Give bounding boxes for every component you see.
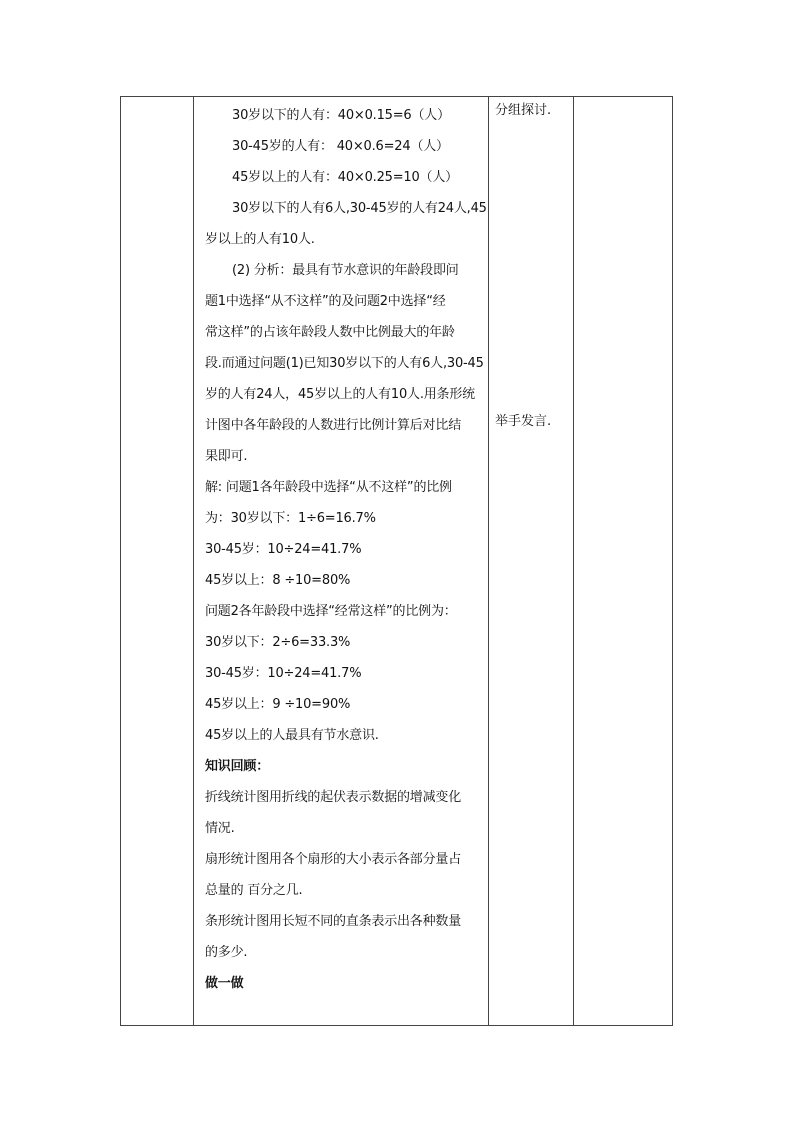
activity-note-raise-hand: 举手发言. — [495, 414, 552, 429]
content-line: 常这样”的占该年龄段人数中比例最大的年龄 — [205, 325, 455, 340]
content-line: 情况. — [205, 821, 235, 836]
content-line: 条形统计图用长短不同的直条表示出各种数量 — [205, 914, 462, 929]
content-line: 30-45岁：10÷24=41.7% — [205, 666, 362, 681]
column-divider — [193, 97, 194, 1025]
teaching-content-cell — [200, 97, 486, 1025]
content-line: 做一做 — [205, 976, 244, 991]
content-line: 果即可. — [205, 449, 248, 464]
activity-note-group-discussion: 分组探讨. — [495, 103, 552, 118]
lesson-table — [120, 96, 673, 1026]
content-line: 段.而通过问题(1)已知30岁以下的人有6人,30-45 — [205, 356, 484, 371]
content-line: 问题2各年龄段中选择“经常这样”的比例为： — [205, 604, 457, 619]
content-line: 45岁以上：9 ÷10=90% — [205, 697, 351, 712]
column-divider — [573, 97, 574, 1025]
content-line: 知识回顾： — [205, 759, 270, 774]
content-line: 为：30岁以下：1÷6=16.7% — [205, 511, 376, 526]
content-line: 解: 问题1各年龄段中选择“从不这样”的比例 — [205, 480, 452, 495]
content-line: 计图中各年龄段的人数进行比例计算后对比结 — [205, 418, 462, 433]
content-line: 题1中选择“从不这样”的及问题2中选择“经 — [205, 294, 446, 309]
student-activity-cell — [489, 97, 573, 1025]
content-line: 30岁以下：2÷6=33.3% — [205, 635, 351, 650]
content-line: 总量的 百分之几. — [205, 883, 303, 898]
content-line: 45岁以上：8 ÷10=80% — [205, 573, 351, 588]
content-line: 的多少. — [205, 945, 248, 960]
content-line: (2) 分析：最具有节水意识的年龄段即问 — [232, 263, 459, 278]
teaching-content — [205, 100, 486, 999]
content-line: 折线统计图用折线的起伏表示数据的增减变化 — [205, 790, 462, 805]
content-line: 30-45岁的人有： 40×0.6=24（人） — [232, 139, 449, 154]
content-line: 岁以上的人有10人. — [205, 232, 315, 247]
content-line: 45岁以上的人最具有节水意识. — [205, 728, 379, 743]
content-line: 岁的人有24人，45岁以上的人有10人.用条形统 — [205, 387, 475, 402]
content-line: 30-45岁：10÷24=41.7% — [205, 542, 362, 557]
content-line: 扇形统计图用各个扇形的大小表示各部分量占 — [205, 852, 462, 867]
content-line: 45岁以上的人有：40×0.25=10（人） — [232, 170, 458, 185]
content-line: 30岁以下的人有：40×0.15=6（人） — [232, 108, 450, 123]
content-line: 30岁以下的人有6人,30-45岁的人有24人,45 — [232, 201, 487, 216]
